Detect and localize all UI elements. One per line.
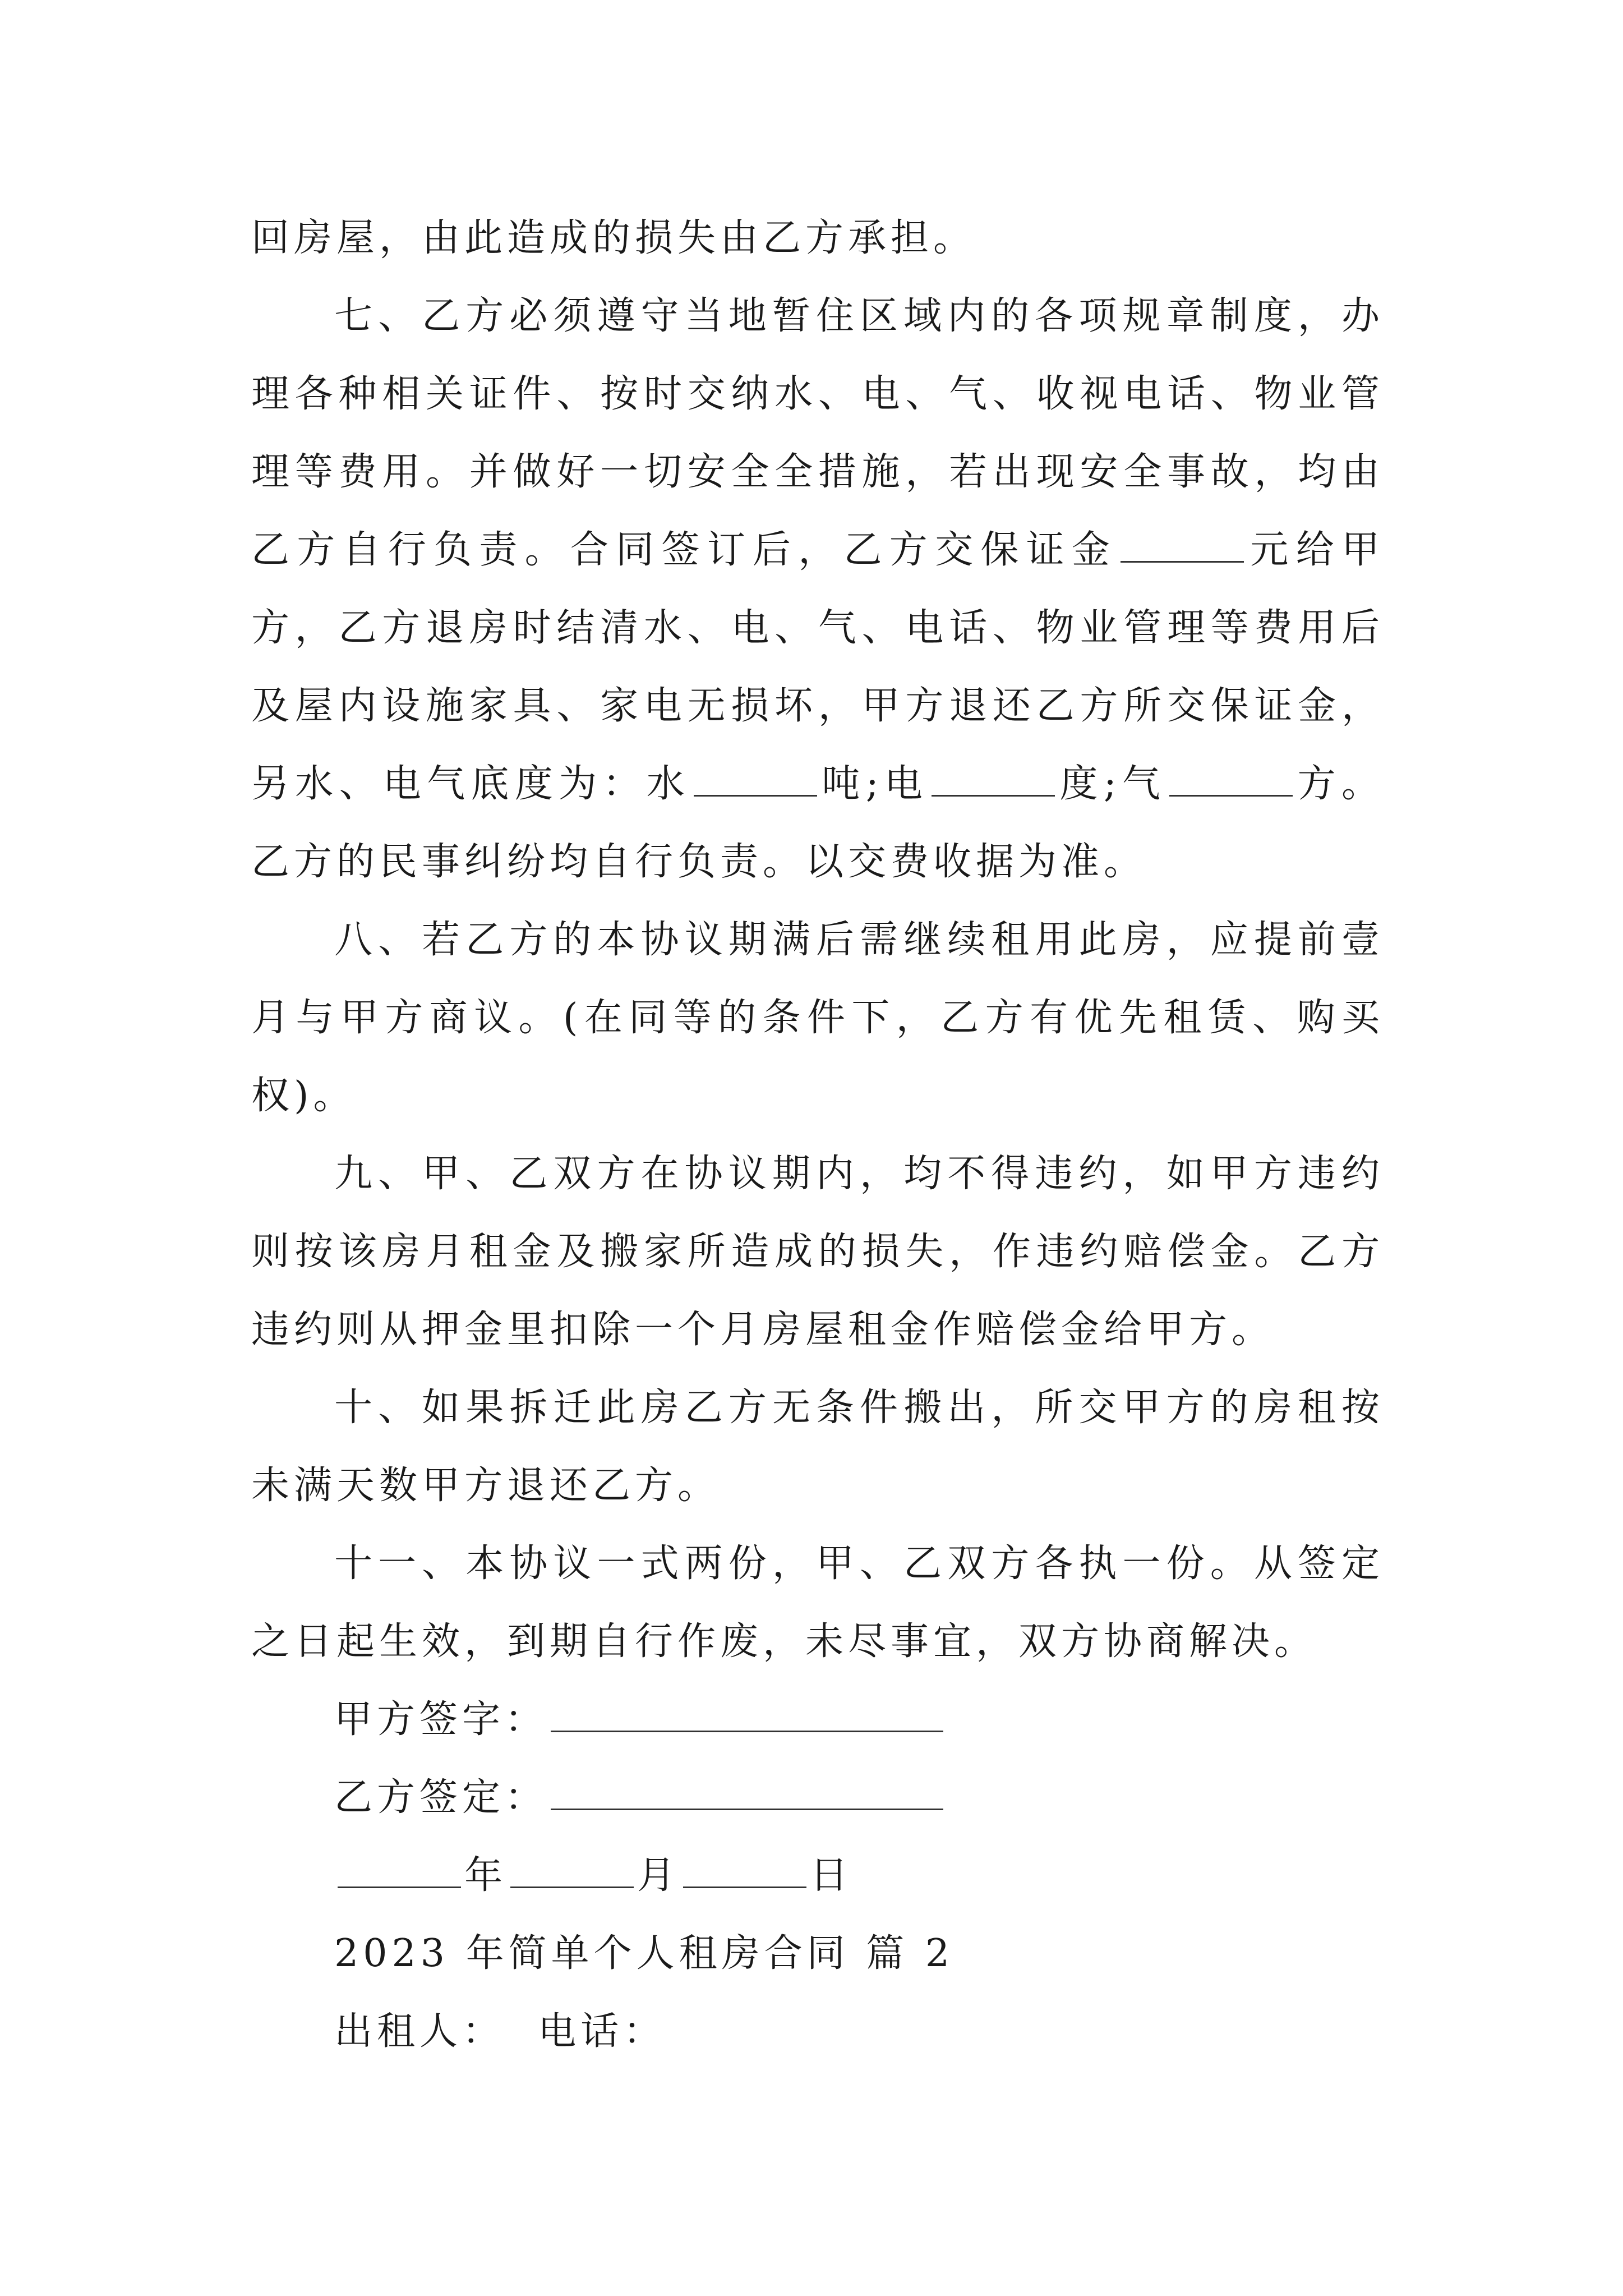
next-contract-title: 2023 年简单个人租房合同 篇 2 bbox=[334, 1931, 955, 1976]
date-line bbox=[251, 1837, 1384, 1915]
day-label: 日 bbox=[810, 1853, 853, 1898]
party-b-signature-line bbox=[251, 1759, 1384, 1837]
water-reading-blank bbox=[694, 761, 817, 797]
contract-body bbox=[251, 199, 1384, 2070]
electricity-reading-blank bbox=[932, 761, 1055, 797]
clause-7 bbox=[251, 277, 1384, 901]
continuation-paragraph: 回房屋，由此造成的损失由乙方承担。 bbox=[251, 216, 976, 260]
clause-7-text-2: 元给甲方，乙方退房时结清水、电、气、电话、物业管理等费用后及屋内设施家具、家电无损坏，甲方退还乙方所交保证金，另水、电气底度为：水 bbox=[251, 528, 1384, 806]
clause-7-text-1: 七、乙方必须遵守当地暂住区域内的各项规章制度，办理各种相关证件、按时交纳水、电、气、收视电话、物业管理等费用。并做好一切安全全措施，若出现安全事故，均由乙方自行负责。合同签订后，乙方交保证金 bbox=[251, 294, 1384, 572]
year-blank bbox=[338, 1853, 461, 1888]
deposit-blank bbox=[1121, 527, 1244, 563]
month-blank bbox=[510, 1853, 634, 1888]
party-b-signature-blank bbox=[551, 1775, 943, 1810]
clause-10: 十、如果拆迁此房乙方无条件搬出，所交甲方的房租按未满天数甲方退还乙方。 bbox=[251, 1386, 1384, 1508]
party-b-sign-label: 乙方签定： bbox=[334, 1775, 548, 1820]
party-a-signature-line bbox=[251, 1681, 1384, 1759]
clause-7-text-4: 度;气 bbox=[1058, 762, 1166, 806]
clause-8: 八、若乙方的本协议期满后需继续租用此房，应提前壹月与甲方商议。(在同等的条件下，乙方有优先租赁、购买权)。 bbox=[251, 918, 1384, 1118]
gas-reading-blank bbox=[1169, 761, 1293, 797]
party-a-sign-label: 甲方签字： bbox=[334, 1697, 548, 1742]
year-label: 年 bbox=[464, 1853, 508, 1898]
month-label: 月 bbox=[637, 1853, 680, 1898]
lessor-line: 出租人： 电话： bbox=[334, 2009, 666, 2054]
clause-7-text-5: 方。乙方的民事纠纷均自行负责。以交费收据为准。 bbox=[251, 762, 1384, 884]
clause-7-text-3: 吨;电 bbox=[820, 762, 929, 806]
clause-11: 十一、本协议一式两份，甲、乙双方各执一份。从签定之日起生效，到期自行作废，未尽事宜，双方协商解决。 bbox=[251, 1542, 1384, 1664]
party-a-signature-blank bbox=[551, 1697, 943, 1732]
clause-9: 九、甲、乙双方在协议期内，均不得违约，如甲方违约则按该房月租金及搬家所造成的损失，作违约赔偿金。乙方违约则从押金里扣除一个月房屋租金作赔偿金给甲方。 bbox=[251, 1152, 1384, 1352]
day-blank bbox=[683, 1853, 806, 1888]
